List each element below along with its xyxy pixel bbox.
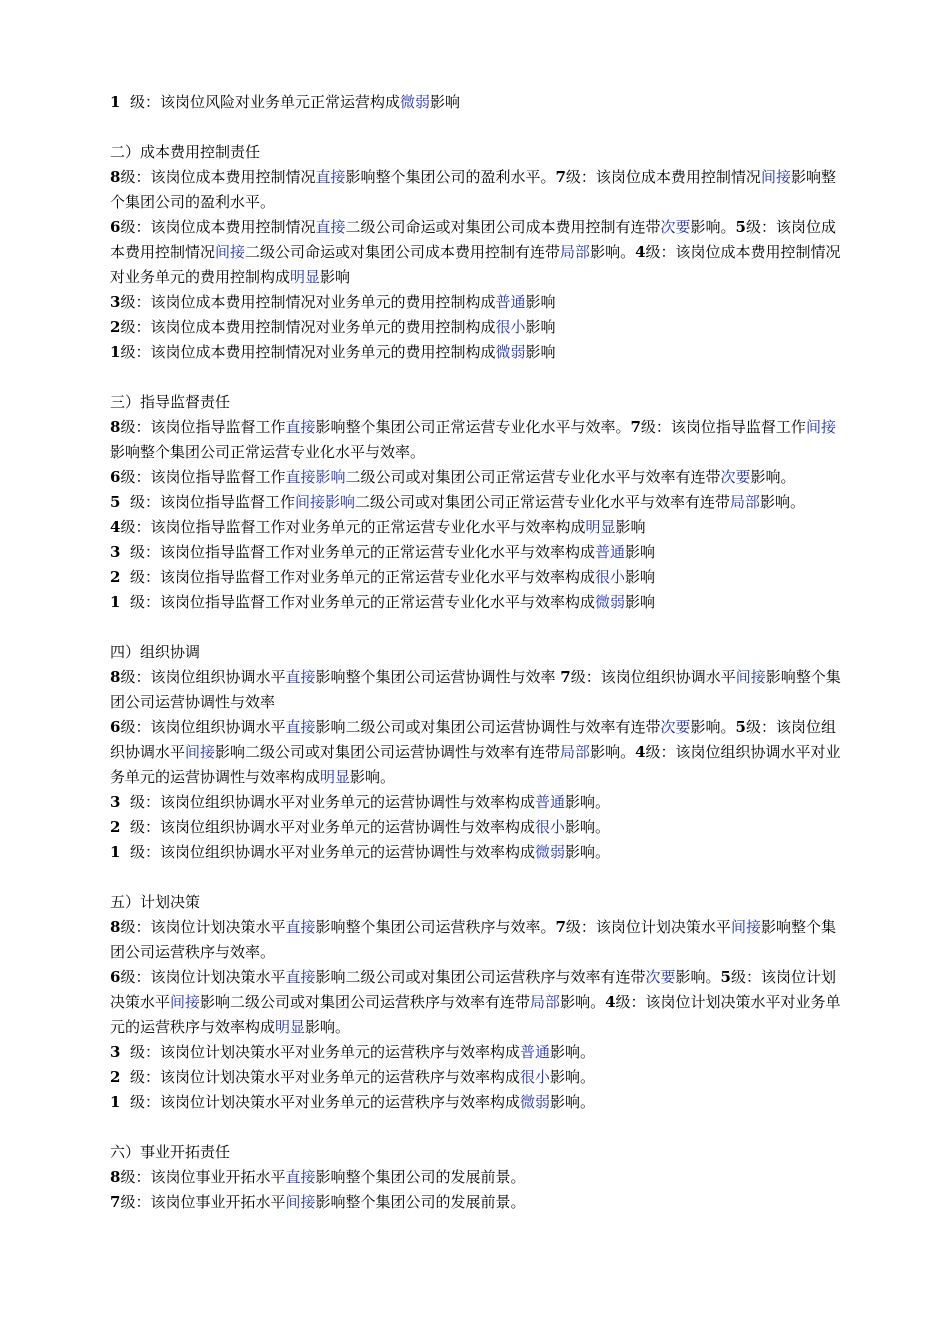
highlight-term: 直接: [285, 918, 316, 936]
level-paragraph: [110, 715, 845, 790]
level-paragraph: [110, 565, 845, 590]
section-heading: 五）计划决策: [110, 893, 201, 911]
section-gap: [110, 615, 845, 640]
level-number: 4: [605, 993, 616, 1011]
level-number: 3: [110, 543, 121, 561]
level-number: 7: [110, 1193, 121, 1211]
text-run: 影响。: [590, 243, 636, 261]
level-number: 2: [110, 818, 121, 836]
text-run: 影响。: [690, 718, 736, 736]
text-run: 级：该岗位成本费用控制情况对业务单元的费用控制构成: [110, 243, 841, 286]
highlight-term: 微弱: [399, 93, 430, 111]
document-page: [110, 90, 845, 1215]
text-run: 影响: [625, 543, 656, 561]
text-run: 影响。: [760, 493, 806, 511]
text-run: 级：该岗位指导监督工作: [120, 493, 295, 511]
text-run: 级：该岗位计划决策水平对业务单元的运营秩序与效率构成: [120, 1093, 520, 1111]
text-run: 影响。: [550, 1093, 596, 1111]
level-number: 1: [110, 93, 121, 111]
text-run: 影响: [525, 318, 556, 336]
highlight-term: 直接: [285, 418, 316, 436]
highlight-term: 微弱: [534, 843, 565, 861]
text-run: 级：该岗位指导监督工作对业务单元的正常运营专业化水平与效率构成: [120, 568, 595, 586]
text-run: 级：该岗位计划决策水平: [565, 918, 731, 936]
section-gap: [110, 1115, 845, 1140]
text-run: 影响: [615, 518, 646, 536]
text-run: 影响整个集团公司正常运营专业化水平与效率。: [315, 418, 631, 436]
text-run: 影响: [525, 343, 556, 361]
level-number: 6: [110, 968, 121, 986]
level-number: 2: [110, 1068, 121, 1086]
level-number: 8: [110, 168, 121, 186]
text-run: 影响整个集团公司运营协调性与效率: [110, 668, 841, 711]
level-number: 7: [555, 918, 566, 936]
text-run: 级：该岗位成本费用控制情况对业务单元的费用控制构成: [120, 318, 496, 336]
level-paragraph: [110, 415, 845, 465]
level-number: 1: [110, 593, 121, 611]
text-run: 级：该岗位成本费用控制情况: [120, 168, 316, 186]
level-paragraph: [110, 515, 845, 540]
level-paragraph: [110, 490, 845, 515]
text-run: 二级公司或对集团公司正常运营专业化水平与效率有连带: [345, 468, 721, 486]
highlight-term: 很小: [495, 318, 526, 336]
text-run: 级：该岗位成本费用控制情况对业务单元的费用控制构成: [120, 343, 496, 361]
text-run: 影响。: [565, 818, 611, 836]
highlight-term: 局部: [560, 243, 591, 261]
text-run: 影响。: [675, 968, 721, 986]
highlight-term: 间接: [730, 918, 761, 936]
level-paragraph: [110, 540, 845, 565]
text-run: 级：该岗位组织协调水平对业务单元的运营协调性与效率构成: [120, 818, 535, 836]
highlight-term: 直接: [315, 218, 346, 236]
text-run: 影响: [625, 593, 656, 611]
text-run: 二级公司命运或对集团公司成本费用控制有连带: [245, 243, 561, 261]
level-paragraph: [110, 315, 845, 340]
text-run: 级：该岗位计划决策水平对业务单元的运营秩序与效率构成: [120, 1068, 520, 1086]
highlight-term: 很小: [594, 568, 625, 586]
highlight-term: 间接: [170, 993, 201, 1011]
text-run: 级：该岗位组织协调水平: [570, 668, 736, 686]
text-run: 级：该岗位组织协调水平: [120, 668, 286, 686]
text-run: 影响。: [565, 843, 611, 861]
level-number: 6: [110, 718, 121, 736]
text-run: 级：该岗位指导监督工作: [120, 418, 286, 436]
highlight-term: 局部: [530, 993, 561, 1011]
text-run: 二级公司或对集团公司正常运营专业化水平与效率有连带: [355, 493, 731, 511]
level-number: 4: [110, 518, 121, 536]
highlight-term: 微弱: [594, 593, 625, 611]
text-run: 影响。: [550, 1068, 596, 1086]
text-run: 级：该岗位计划决策水平对业务单元的运营秩序与效率构成: [120, 1043, 520, 1061]
highlight-term: 局部: [560, 743, 591, 761]
text-run: 级：该岗位指导监督工作: [120, 468, 286, 486]
text-run: 级：该岗位指导监督工作对业务单元的正常运营专业化水平与效率构成: [120, 543, 595, 561]
highlight-term: 明显: [275, 1018, 306, 1036]
highlight-term: 间接: [185, 743, 216, 761]
level-number: 1: [110, 343, 121, 361]
level-paragraph: [110, 465, 845, 490]
text-run: 影响。: [550, 1043, 596, 1061]
text-run: 级：该岗位计划决策水平: [110, 968, 836, 1011]
highlight-term: 微弱: [495, 343, 526, 361]
level-number: 3: [110, 1043, 121, 1061]
level-paragraph: [110, 790, 845, 815]
highlight-term: 普通: [519, 1043, 550, 1061]
level-paragraph: [110, 90, 845, 115]
text-run: 二级公司命运或对集团公司成本费用控制有连带: [345, 218, 661, 236]
highlight-term: 间接: [285, 1193, 316, 1211]
text-run: 影响整个集团公司运营秩序与效率。: [315, 918, 556, 936]
highlight-term: 明显: [320, 768, 351, 786]
text-run: 影响整个集团公司的发展前景。: [315, 1168, 526, 1186]
text-run: 级：该岗位风险对业务单元正常运营构成: [120, 93, 400, 111]
highlight-term: 普通: [495, 293, 526, 311]
text-run: 影响。: [350, 768, 396, 786]
text-run: 影响整个集团公司运营协调性与效率: [315, 668, 561, 686]
text-run: 影响整个集团公司的发展前景。: [315, 1193, 526, 1211]
text-run: 影响: [625, 568, 656, 586]
text-run: 级：该岗位成本费用控制情况: [120, 218, 316, 236]
text-run: 级：该岗位指导监督工作对业务单元的正常运营专业化水平与效率构成: [120, 518, 586, 536]
text-run: 级：该岗位成本费用控制情况: [110, 218, 836, 261]
section-heading: 三）指导监督责任: [110, 393, 231, 411]
highlight-term: 直接: [285, 668, 316, 686]
text-run: 影响。: [590, 743, 636, 761]
level-paragraph: [110, 665, 845, 715]
level-paragraph: [110, 590, 845, 615]
level-paragraph: [110, 215, 845, 290]
text-run: 影响。: [560, 993, 606, 1011]
level-number: 3: [110, 293, 121, 311]
level-number: 1: [110, 1093, 121, 1111]
level-number: 8: [110, 668, 121, 686]
highlight-term: 明显: [290, 268, 321, 286]
text-run: 级：该岗位组织协调水平对业务单元的运营协调性与效率构成: [120, 793, 535, 811]
level-number: 8: [110, 418, 121, 436]
highlight-term: 普通: [534, 793, 565, 811]
level-paragraph: [110, 965, 845, 1040]
level-number: 8: [110, 918, 121, 936]
level-number: 2: [110, 568, 121, 586]
level-number: 8: [110, 1168, 121, 1186]
text-run: 影响。: [750, 468, 796, 486]
section-gap: [110, 115, 845, 140]
level-number: 6: [110, 218, 121, 236]
text-run: 影响: [430, 93, 461, 111]
text-run: 级：该岗位计划决策水平: [120, 968, 286, 986]
level-number: 4: [635, 743, 646, 761]
text-run: 影响: [320, 268, 351, 286]
text-run: 影响。: [690, 218, 736, 236]
text-run: 级：该岗位指导监督工作: [640, 418, 806, 436]
highlight-term: 很小: [519, 1068, 550, 1086]
text-run: 级：该岗位组织协调水平: [120, 718, 286, 736]
highlight-term: 直接影响: [285, 468, 346, 486]
level-number: 1: [110, 843, 121, 861]
text-run: 影响整个集团公司正常运营专业化水平与效率。: [110, 443, 426, 461]
text-run: 影响整个集团公司运营秩序与效率。: [110, 918, 836, 961]
section-gap: [110, 865, 845, 890]
section-gap: [110, 365, 845, 390]
text-run: 影响二级公司或对集团公司运营协调性与效率有连带: [215, 743, 561, 761]
level-number: 5: [735, 218, 746, 236]
level-paragraph: [110, 1090, 845, 1115]
level-paragraph: [110, 165, 845, 215]
text-run: 影响整个集团公司的盈利水平。: [110, 168, 836, 211]
section-heading: 二）成本费用控制责任: [110, 143, 261, 161]
level-paragraph: [110, 915, 845, 965]
text-run: 级：该岗位成本费用控制情况对业务单元的费用控制构成: [120, 293, 496, 311]
text-run: 影响二级公司或对集团公司运营协调性与效率有连带: [315, 718, 661, 736]
level-number: 2: [110, 318, 121, 336]
highlight-term: 次要: [720, 468, 751, 486]
level-number: 3: [110, 793, 121, 811]
text-run: 级：该岗位组织协调水平对业务单元的运营协调性与效率构成: [120, 843, 535, 861]
level-paragraph: [110, 815, 845, 840]
highlight-term: 间接: [760, 168, 791, 186]
highlight-term: 直接: [315, 168, 346, 186]
highlight-term: 间接: [735, 668, 766, 686]
level-number: 6: [110, 468, 121, 486]
highlight-term: 间接影响: [294, 493, 355, 511]
text-run: 级：该岗位成本费用控制情况: [565, 168, 761, 186]
highlight-term: 直接: [285, 1168, 316, 1186]
level-paragraph: [110, 290, 845, 315]
highlight-term: 直接: [285, 718, 316, 736]
text-run: 级：该岗位事业开拓水平: [120, 1193, 286, 1211]
level-paragraph: [110, 1065, 845, 1090]
highlight-term: 直接: [285, 968, 316, 986]
text-run: 级：该岗位组织协调水平对业务单元的运营协调性与效率构成: [110, 743, 841, 786]
level-number: 7: [555, 168, 566, 186]
highlight-term: 微弱: [519, 1093, 550, 1111]
level-number: 5: [720, 968, 731, 986]
highlight-term: 明显: [585, 518, 616, 536]
text-run: 影响。: [305, 1018, 351, 1036]
highlight-term: 间接: [805, 418, 836, 436]
text-run: 级：该岗位计划决策水平: [120, 918, 286, 936]
level-number: 7: [630, 418, 641, 436]
highlight-term: 很小: [534, 818, 565, 836]
level-paragraph: [110, 1165, 845, 1190]
text-run: 级：该岗位计划决策水平对业务单元的运营秩序与效率构成: [110, 993, 841, 1036]
level-number: 4: [635, 243, 646, 261]
level-number: 7: [560, 668, 571, 686]
text-run: 影响二级公司或对集团公司运营秩序与效率有连带: [315, 968, 646, 986]
text-run: 影响整个集团公司的盈利水平。: [345, 168, 556, 186]
level-number: 5: [110, 493, 121, 511]
text-run: 级：该岗位事业开拓水平: [120, 1168, 286, 1186]
level-paragraph: [110, 340, 845, 365]
text-run: 影响: [525, 293, 556, 311]
level-paragraph: [110, 1190, 845, 1215]
text-run: 影响。: [565, 793, 611, 811]
section-heading: 四）组织协调: [110, 643, 201, 661]
text-run: 级：该岗位组织协调水平: [110, 718, 836, 761]
highlight-term: 次要: [645, 968, 676, 986]
highlight-term: 局部: [730, 493, 761, 511]
level-number: 5: [735, 718, 746, 736]
level-paragraph: [110, 1040, 845, 1065]
level-paragraph: [110, 840, 845, 865]
highlight-term: 间接: [215, 243, 246, 261]
highlight-term: 次要: [660, 718, 691, 736]
text-run: 影响二级公司或对集团公司运营秩序与效率有连带: [200, 993, 531, 1011]
highlight-term: 次要: [660, 218, 691, 236]
section-heading: 六）事业开拓责任: [110, 1143, 231, 1161]
text-run: 级：该岗位指导监督工作对业务单元的正常运营专业化水平与效率构成: [120, 593, 595, 611]
highlight-term: 普通: [594, 543, 625, 561]
